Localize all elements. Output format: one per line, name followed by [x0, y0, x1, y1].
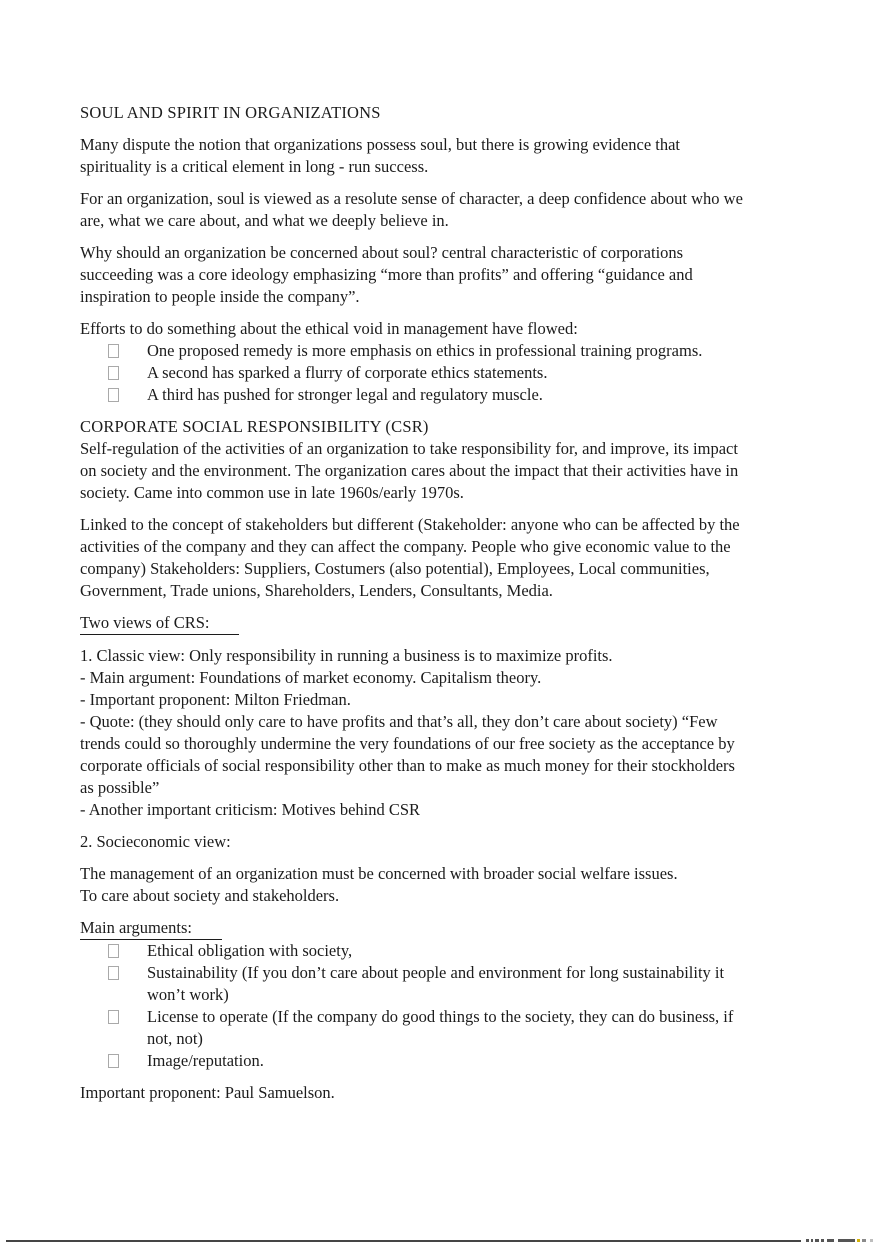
efforts-bullet-list	[80, 340, 748, 406]
empty-checkbox-icon	[108, 1054, 119, 1068]
stakeholders-paragraph: Linked to the concept of stakeholders but different (Stakeholder: anyone who can be affected by the activities of the company and they can affect the company. People who give economic value to the company) Stakeholders: Suppliers, Costumers (also potential), Employees, Local communities, Government, Trade unions, Shareholders, Lenders, Consultants, Media.	[80, 515, 740, 600]
empty-checkbox-icon	[108, 388, 119, 402]
main-arguments-bullet-list	[80, 940, 748, 1072]
main-arguments-heading: Main arguments:	[80, 917, 222, 940]
list-item	[80, 340, 748, 362]
bullet-text: License to operate (If the company do good things to the society, they can do business, if not, not)	[147, 1007, 734, 1048]
footer-text-artifact	[870, 1239, 873, 1242]
bullet-text: One proposed remedy is more emphasis on ethics in professional training programs.	[147, 341, 703, 360]
bullet-text: A third has pushed for stronger legal and regulatory muscle.	[147, 385, 543, 404]
classic-view-quote: - Quote: (they should only care to have profits and that’s all, they don’t care about society) “Few trends could so thoroughly undermine the very foundations of our free society as the acceptance by corporate officials of social responsibility other than to make as much money for their stockholders as possible”	[80, 712, 735, 797]
empty-checkbox-icon	[108, 344, 119, 358]
footer-text-artifact	[811, 1239, 813, 1242]
list-item	[80, 962, 748, 1006]
classic-view-criticism: - Another important criticism: Motives behind CSR	[80, 800, 421, 819]
classic-view-main-argument: - Main argument: Foundations of market economy. Capitalism theory.	[80, 668, 542, 687]
footer-text-artifact	[815, 1239, 819, 1242]
list-item	[80, 1050, 748, 1072]
footer-text-artifact	[838, 1239, 855, 1242]
document-content	[80, 102, 748, 1104]
empty-checkbox-icon	[108, 1010, 119, 1024]
bullet-text: Image/reputation.	[147, 1051, 264, 1070]
list-item	[80, 940, 748, 962]
csr-section-heading: CORPORATE SOCIAL RESPONSIBILITY (CSR)	[80, 417, 429, 436]
footer-accent-artifact	[857, 1239, 860, 1242]
bullet-text: Ethical obligation with society,	[147, 941, 353, 960]
csr-definition-paragraph: Self-regulation of the activities of an organization to take responsibility for, and improve, its impact on society and the environment. The organization cares about the impact that their activities have in society. Came into common use in late 1960s/early 1970s.	[80, 439, 739, 502]
list-item	[80, 1006, 748, 1050]
classic-view-proponent: - Important proponent: Milton Friedman.	[80, 690, 351, 709]
socioeconomic-body-line: To care about society and stakeholders.	[80, 886, 340, 905]
empty-checkbox-icon	[108, 366, 119, 380]
classic-view-block	[80, 645, 748, 821]
list-item	[80, 362, 748, 384]
socioeconomic-view-body	[80, 863, 748, 907]
socioeconomic-view-heading: 2. Socieconomic view:	[80, 832, 231, 851]
paragraph-why-soul: Why should an organization be concerned about soul? central characteristic of corporations succeeding was a core ideology emphasizing “more than profits” and offering “guidance and inspiration to people inside the company”.	[80, 243, 693, 306]
page-title: SOUL AND SPIRIT IN ORGANIZATIONS	[80, 103, 381, 122]
list-item	[80, 384, 748, 406]
efforts-section	[80, 318, 748, 406]
closing-proponent-line: Important proponent: Paul Samuelson.	[80, 1083, 335, 1102]
efforts-lead-line: Efforts to do something about the ethical void in management have flowed:	[80, 319, 578, 338]
footer-text-artifact	[821, 1239, 824, 1242]
csr-section	[80, 416, 748, 504]
bullet-text: A second has sparked a flurry of corporate ethics statements.	[147, 363, 548, 382]
footer-text-artifact	[827, 1239, 834, 1242]
footer-separator-line	[6, 1240, 801, 1242]
bullet-text: Sustainability (If you don’t care about people and environment for long sustainability it won’t work)	[147, 963, 725, 1004]
two-views-heading: Two views of CRS:	[80, 612, 239, 635]
paragraph-soul-definition: For an organization, soul is viewed as a resolute sense of character, a deep confidence about who we are, what we care about, and what we deeply believe in.	[80, 189, 743, 230]
two-views-heading-block	[80, 612, 748, 635]
classic-view-title-line: 1. Classic view: Only responsibility in running a business is to maximize profits.	[80, 646, 613, 665]
footer-text-artifact	[862, 1239, 866, 1242]
socioeconomic-body-line: The management of an organization must be concerned with broader social welfare issues.	[80, 864, 678, 883]
empty-checkbox-icon	[108, 944, 119, 958]
empty-checkbox-icon	[108, 966, 119, 980]
main-arguments-section	[80, 917, 748, 1072]
footer-text-artifact	[806, 1239, 809, 1242]
paragraph-soul-evidence: Many dispute the notion that organizations possess soul, but there is growing evidence that spirituality is a critical element in long - run success.	[80, 135, 681, 176]
